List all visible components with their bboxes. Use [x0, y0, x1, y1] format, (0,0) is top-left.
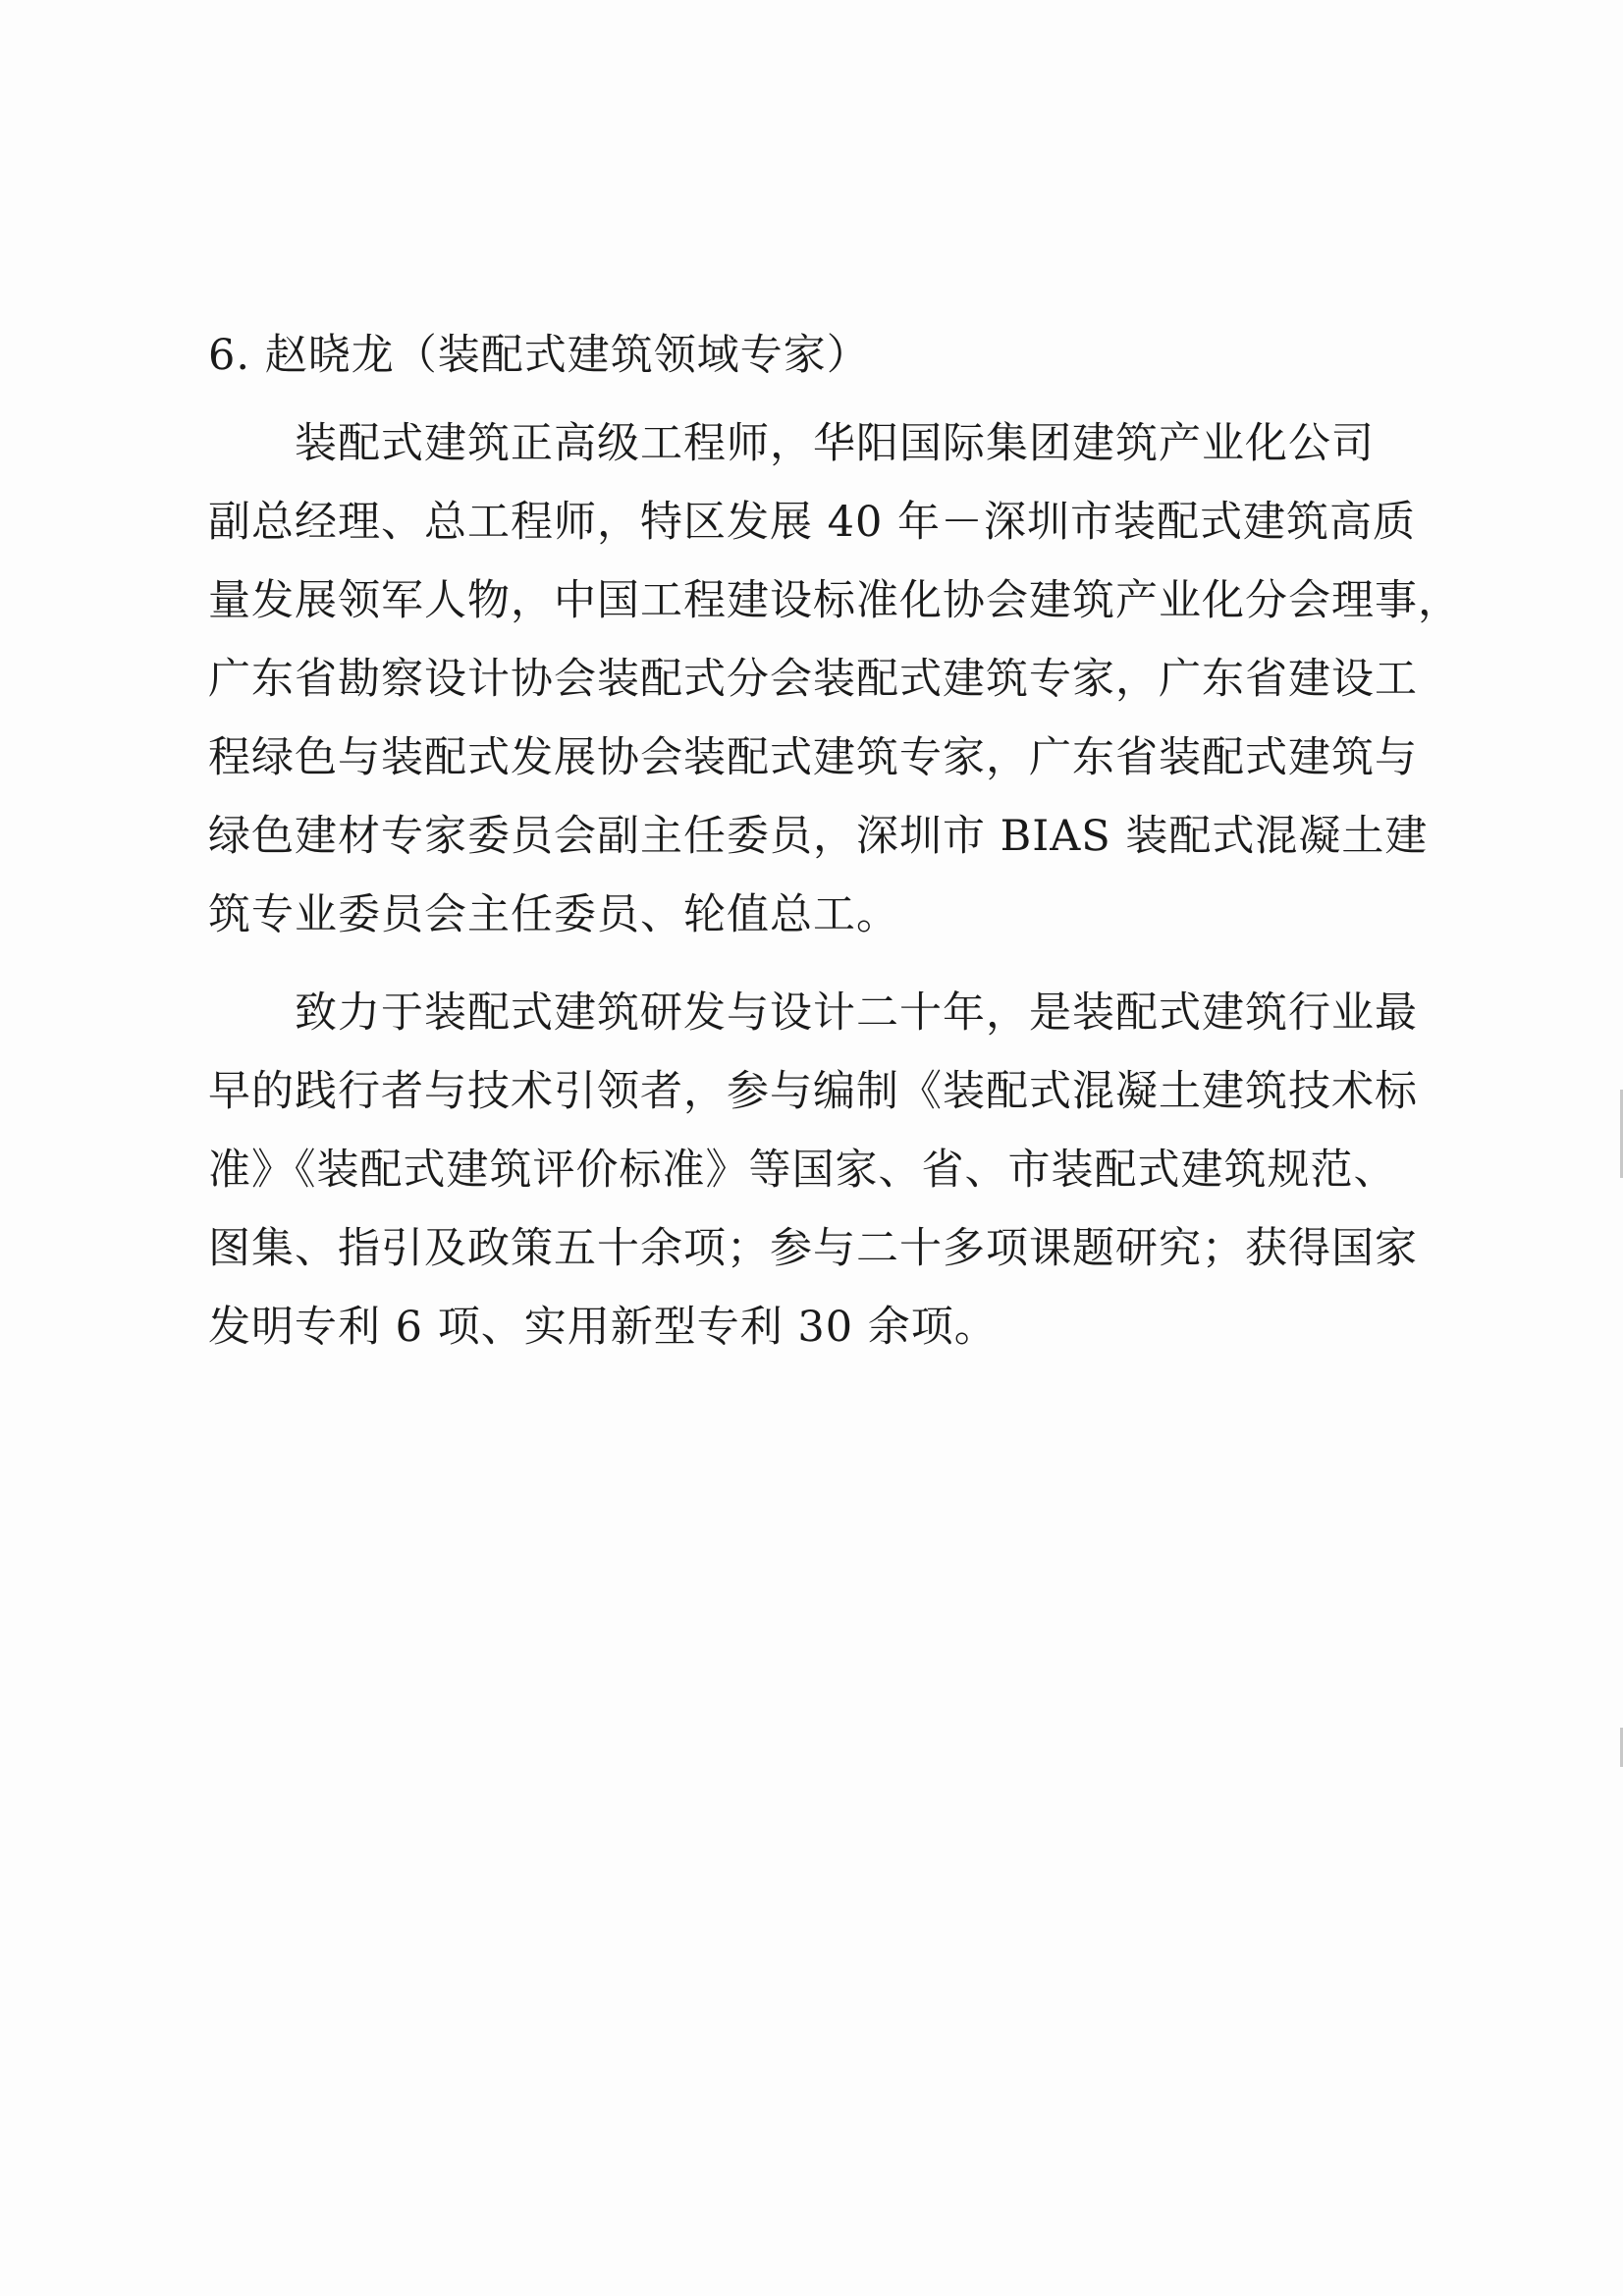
section-heading: 6. 赵晓龙（装配式建筑领域专家） — [208, 331, 870, 380]
paragraph-spacer — [208, 954, 1426, 974]
document-body — [208, 316, 1461, 1366]
text-line: 程绿色与装配式发展协会装配式建筑专家，广东省装配式建筑与 — [208, 733, 1418, 782]
text-line: 致力于装配式建筑研发与设计二十年，是装配式建筑行业最 — [208, 988, 1418, 1038]
text-line: 准》《装配式建筑评价标准》等国家、省、市装配式建筑规范、 — [208, 1146, 1397, 1195]
text-line: 副总经理、总工程师，特区发展 40 年－深圳市装配式建筑高质 — [208, 498, 1417, 547]
text-line: 发明专利 6 项、实用新型专利 30 余项。 — [208, 1303, 998, 1352]
text-line: 筑专业委员会主任委员、轮值总工。 — [208, 890, 899, 939]
text-line: 量发展领军人物，中国工程建设标准化协会建筑产业化分会理事， — [208, 576, 1461, 625]
text-line: 广东省勘察设计协会装配式分会装配式建筑专家，广东省建设工 — [208, 655, 1418, 704]
text-line: 绿色建材专家委员会副主任委员，深圳市 BIAS 装配式混凝土建 — [208, 812, 1429, 861]
paragraph-1 — [208, 404, 1461, 954]
text-line: 装配式建筑正高级工程师，华阳国际集团建筑产业化公司 — [208, 419, 1375, 468]
text-line: 早的践行者与技术引领者，参与编制《装配式混凝土建筑技术标 — [208, 1067, 1418, 1116]
paragraph-2 — [208, 974, 1426, 1366]
text-line: 图集、指引及政策五十余项；参与二十多项课题研究；获得国家 — [208, 1224, 1418, 1273]
